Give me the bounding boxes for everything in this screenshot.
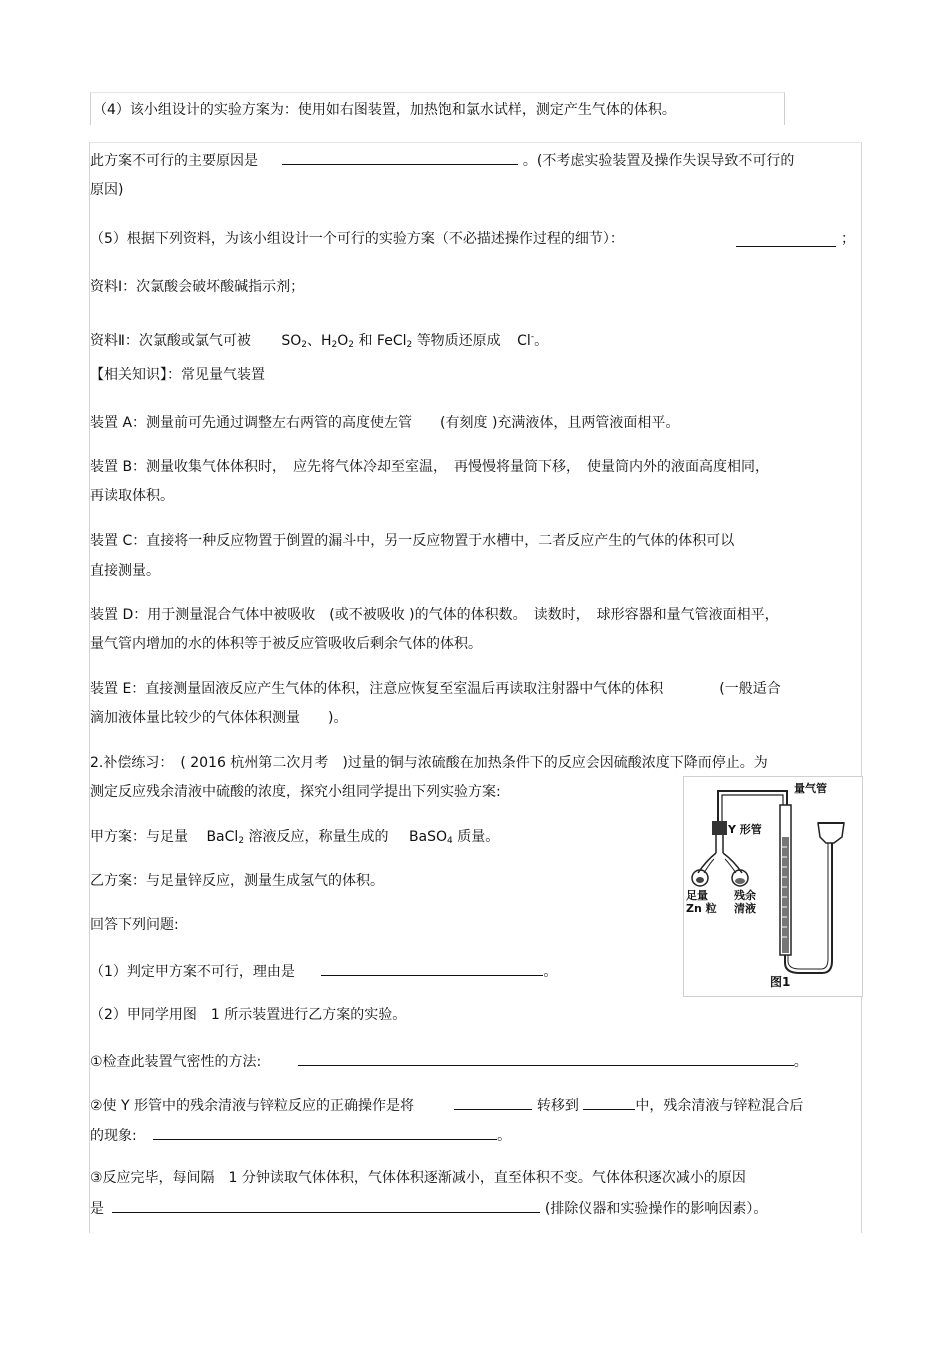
- label-y-tube: Y 形管: [728, 823, 762, 836]
- q4-line2-pre: 此方案不可行的主要原因是: [90, 153, 258, 169]
- q2c-answer-blank[interactable]: [112, 1198, 540, 1213]
- q5-tail: ；: [841, 231, 855, 247]
- device-e-line2: 滴加液体量比较少的气体体积测量 )。: [90, 710, 348, 726]
- knowledge-title: 【相关知识】：常见量气装置: [90, 367, 265, 383]
- label-zn-line1: 足量: [686, 889, 708, 902]
- apparatus-diagram: [684, 777, 862, 996]
- q5-answer-blank[interactable]: [736, 232, 836, 247]
- q1-answer-blank[interactable]: [321, 961, 543, 976]
- figure-1: [683, 776, 863, 997]
- q4-line3: 原因): [90, 182, 124, 198]
- device-b-line2: 再读取体积。: [90, 488, 174, 504]
- leveling-funnel-icon: [818, 823, 844, 843]
- material-2: 资料Ⅱ：次氯酸或氯气可被 $SO_2$、$H_2O_2$ 和 FeCl$_2$ 等物质还原成 Cl-。: [90, 332, 549, 350]
- q4-line2-post: 。(不考虑实验装置及操作失误导致不可行的: [522, 153, 795, 169]
- figure-caption: 图1: [770, 975, 791, 989]
- practice-line1: 2.补偿练习： ( 2016 杭州第二次月考 )过量的铜与浓硫酸在加热条件下的反应会因硫酸浓度下降而停止。为: [90, 755, 768, 771]
- question-2b-line2: 的现象: 。: [90, 1125, 511, 1145]
- q2b-blank-2[interactable]: [583, 1095, 635, 1110]
- label-zn-line2: Zn 粒: [686, 902, 717, 915]
- practice-line2: 测定反应残余清液中硫酸的浓度，探究小组同学提出下列实验方案:: [90, 784, 501, 800]
- label-residue-line2: 清液: [734, 902, 756, 915]
- device-d-line2: 量气管内增加的水的体积等于被反应管吸收后剩余气体的体积。: [90, 636, 482, 652]
- formula-bacl2: BaCl$_2$: [206, 829, 245, 846]
- stopper-icon: [712, 821, 727, 835]
- formula-cl: Cl-: [517, 332, 535, 349]
- question-2c-line1: ③反应完毕，每间隔 1 分钟读取气体体积，气体体积逐渐减小，直至体积不变。气体体积逐次减小的原因: [90, 1170, 746, 1186]
- plan-jia: 甲方案：与足量 BaCl$_2$ 溶液反应，称量生成的 BaSO$_4$ 质量。: [90, 829, 500, 846]
- question-2: （2）甲同学用图 1 所示装置进行乙方案的实验。: [90, 1007, 407, 1023]
- label-gas-burette: 量气管: [794, 782, 827, 795]
- material-2-pre: 资料Ⅱ：次氯酸或氯气可被: [90, 333, 251, 349]
- q4-line1: （4）该小组设计的实验方案为：使用如右图装置，加热饱和氯水试样，测定产生气体的体积。: [93, 102, 676, 118]
- q2b-blank-3[interactable]: [153, 1125, 497, 1140]
- plan-yi: 乙方案：与足量锌反应，测量生成氢气的体积。: [90, 873, 384, 889]
- q2b-blank-1[interactable]: [454, 1095, 532, 1110]
- question-2a: ①检查此装置气密性的方法: 。: [90, 1051, 808, 1071]
- q5-line1: （5）根据下列资料，为该小组设计一个可行的实验方案（不必描述操作过程的细节）：: [90, 231, 624, 247]
- material-2-mid: 等物质还原成: [416, 333, 501, 349]
- formula-baso4: BaSO$_4$: [408, 829, 453, 846]
- q4-line2: [90, 150, 794, 170]
- label-residue-line1: 残余: [734, 889, 756, 902]
- question-1: （1）判定甲方案不可行，理由是 。: [90, 961, 557, 981]
- device-e-line1: 装置 E：直接测量固液反应产生气体的体积，注意应恢复至室温后再读取注射器中气体的体积 (一般适合: [90, 681, 781, 697]
- question-2b: ②使 Y 形管中的残余清液与锌粒反应的正确操作是将 转移到 中，残余清液与锌粒混合后: [90, 1095, 803, 1115]
- device-c-line2: 直接测量。: [90, 563, 160, 579]
- q2a-answer-blank[interactable]: [298, 1051, 794, 1066]
- device-d-line1: 装置 D：用于测量混合气体中被吸收 (或不被吸收 )的气体的体积数。 读数时， 球形容器和量气管液面相平，: [90, 607, 779, 623]
- material-2-and: 和: [358, 333, 373, 349]
- answer-prompt: 回答下列问题:: [90, 917, 179, 933]
- device-a: 装置 A：测量前可先通过调整左右两管的高度使左管 (有刻度 )充满液体，且两管液面相平。: [90, 415, 680, 431]
- formula-fecl2: FeCl$_2$: [376, 333, 413, 350]
- material-1: 资料Ⅰ：次氯酸会破坏酸碱指示剂；: [90, 279, 305, 295]
- q4-answer-blank[interactable]: [282, 150, 518, 165]
- device-c-line1: 装置 C：直接将一种反应物置于倒置的漏斗中，另一反应物置于水槽中，二者反应产生的气体的体积可以: [90, 533, 735, 549]
- formula-so2: $SO_2$: [281, 333, 307, 350]
- material-2-sep: 、H: [306, 333, 332, 349]
- device-b-line1: 装置 B：测量收集气体体积时， 应先将气体冷却至室温， 再慢慢将量筒下移， 使量筒内外的液面高度相同，: [90, 459, 770, 475]
- question-2c-line2: 是 (排除仪器和实验操作的影响因素）。: [90, 1198, 767, 1218]
